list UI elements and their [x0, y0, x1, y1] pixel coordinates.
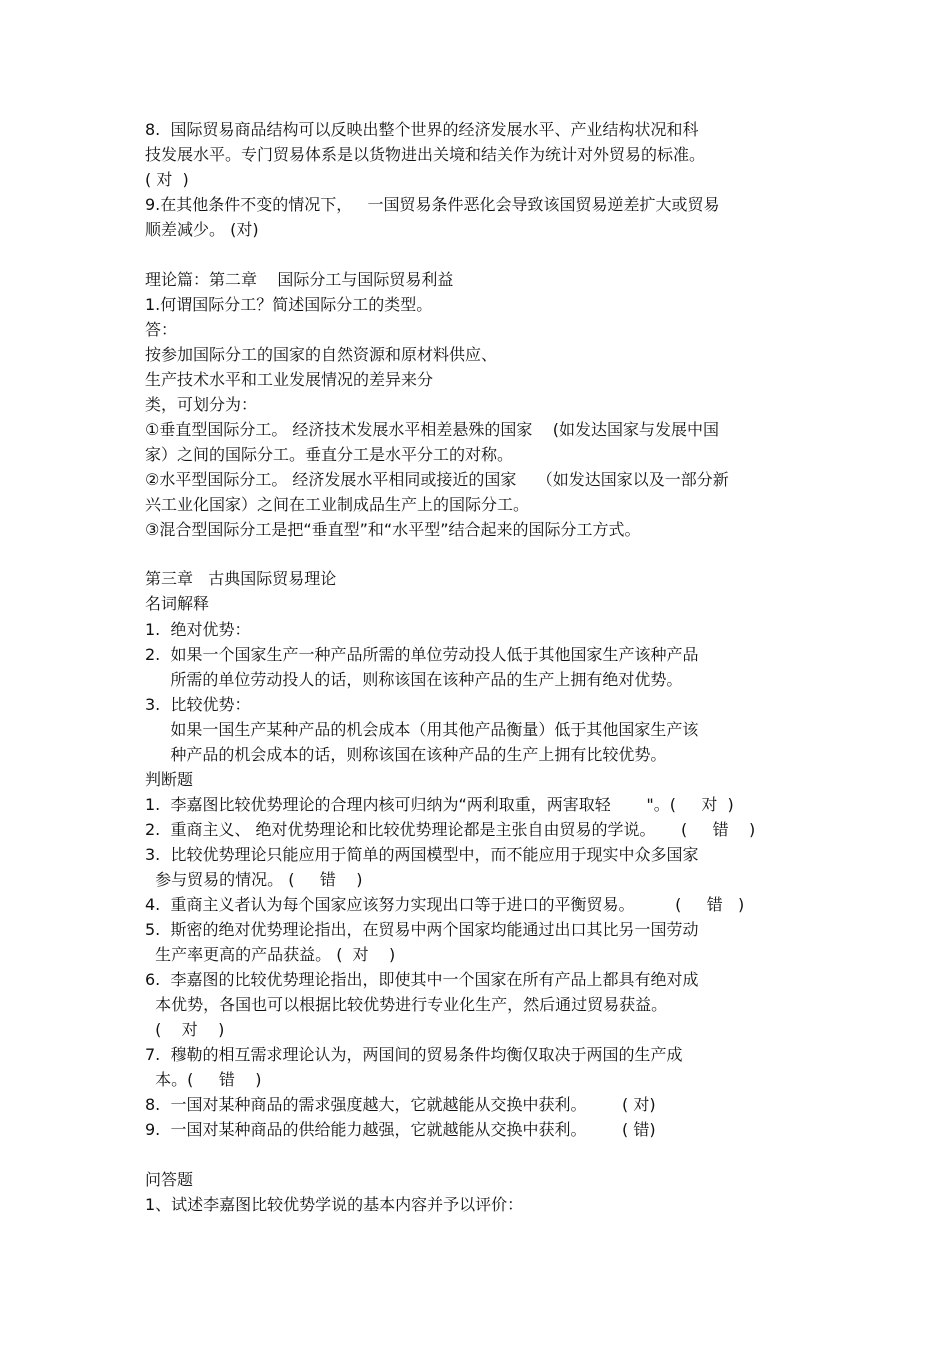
text-line: 生产技术水平和工业发展情况的差异来分: [145, 370, 434, 389]
list-item: 种产品的机会成本的话，则称该国在该种产品的生产上拥有比较优势。: [145, 745, 667, 764]
text-line: 8. 国际贸易商品结构可以反映出整个世界的经济发展水平、产业结构状况和科: [145, 120, 699, 139]
text-line: 技发展水平。专门贸易体系是以货物进出关境和结关作为统计对外贸易的标准。: [145, 145, 706, 164]
list-item: 6. 李嘉图的比较优势理论指出，即使其中一个国家在所有产品上都具有绝对成: [145, 970, 699, 989]
text-line: 1.何谓国际分工？简述国际分工的类型。: [145, 295, 433, 314]
text-line: 家）之间的国际分工。垂直分工是水平分工的对称。: [145, 445, 514, 464]
text-line: ①垂直型国际分工。 经济技术发展水平相差悬殊的国家 (如发达国家与发展中国: [145, 420, 720, 439]
text-line: 答：: [145, 320, 178, 339]
list-item: 7. 穆勒的相互需求理论认为，两国间的贸易条件均衡仅取决于两国的生产成: [145, 1045, 683, 1064]
list-item: 3. 比较优势理论只能应用于简单的两国模型中，而不能应用于现实中众多国家: [145, 845, 699, 864]
text-line: 顺差减少。 (对): [145, 220, 259, 239]
list-item: 1. 李嘉图比较优势理论的合理内核可归纳为“两利取重，两害取轻 "。( 对 ): [145, 795, 734, 814]
list-item: 2. 重商主义、 绝对优势理论和比较优势理论都是主张自由贸易的学说。 ( 错 ): [145, 820, 756, 839]
text-line: ( 对 ): [145, 170, 189, 189]
list-item: ( 对 ): [145, 1020, 225, 1039]
text-line: 按参加国际分工的国家的自然资源和原材料供应、: [145, 345, 498, 364]
list-item: 8. 一国对某种商品的需求强度越大，它就越能从交换中获利。 ( 对): [145, 1095, 656, 1114]
text-line: 兴工业化国家）之间在工业制成品生产上的国际分工。: [145, 495, 530, 514]
list-item: 参与贸易的情况。 ( 错 ): [145, 870, 363, 889]
list-item: 本优势，各国也可以根据比较优势进行专业化生产，然后通过贸易获益。: [145, 995, 668, 1014]
subsection-heading: 名词解释: [145, 594, 210, 613]
list-item: 本。( 错 ): [145, 1070, 262, 1089]
list-item: 3. 比较优势：: [145, 695, 251, 714]
list-item: 9. 一国对某种商品的供给能力越强，它就越能从交换中获利。 ( 错): [145, 1120, 656, 1139]
text-line: ②水平型国际分工。 经济发展水平相同或接近的国家 （如发达国家以及一部分新: [145, 470, 729, 489]
list-item: 生产率更高的产品获益。 ( 对 ): [145, 945, 396, 964]
list-item: 2. 如果一个国家生产一种产品所需的单位劳动投人低于其他国家生产该种产品: [145, 645, 699, 664]
list-item: 如果一国生产某种产品的机会成本（用其他产品衡量）低于其他国家生产该: [145, 720, 699, 739]
list-item: 1、试述李嘉图比较优势学说的基本内容并予以评价：: [145, 1195, 524, 1214]
text-line: 9.在其他条件不变的情况下， 一国贸易条件恶化会导致该国贸易逆差扩大或贸易: [145, 195, 720, 214]
list-item: 4. 重商主义者认为每个国家应该努力实现出口等于进口的平衡贸易。 ( 错 ): [145, 895, 745, 914]
text-line: ③混合型国际分工是把“垂直型”和“水平型”结合起来的国际分工方式。: [145, 520, 641, 539]
section-heading: 理论篇：第二章 国际分工与国际贸易利益: [145, 270, 454, 289]
section-heading: 第三章 古典国际贸易理论: [145, 569, 337, 588]
text-line: 类，可划分为：: [145, 395, 258, 414]
list-item: 所需的单位劳动投人的话，则称该国在该种产品的生产上拥有绝对优势。: [145, 670, 683, 689]
subsection-heading: 问答题: [145, 1170, 194, 1189]
list-item: 5. 斯密的绝对优势理论指出，在贸易中两个国家均能通过出口其比另一国劳动: [145, 920, 699, 939]
list-item: 1. 绝对优势：: [145, 620, 251, 639]
subsection-heading: 判断题: [145, 770, 194, 789]
